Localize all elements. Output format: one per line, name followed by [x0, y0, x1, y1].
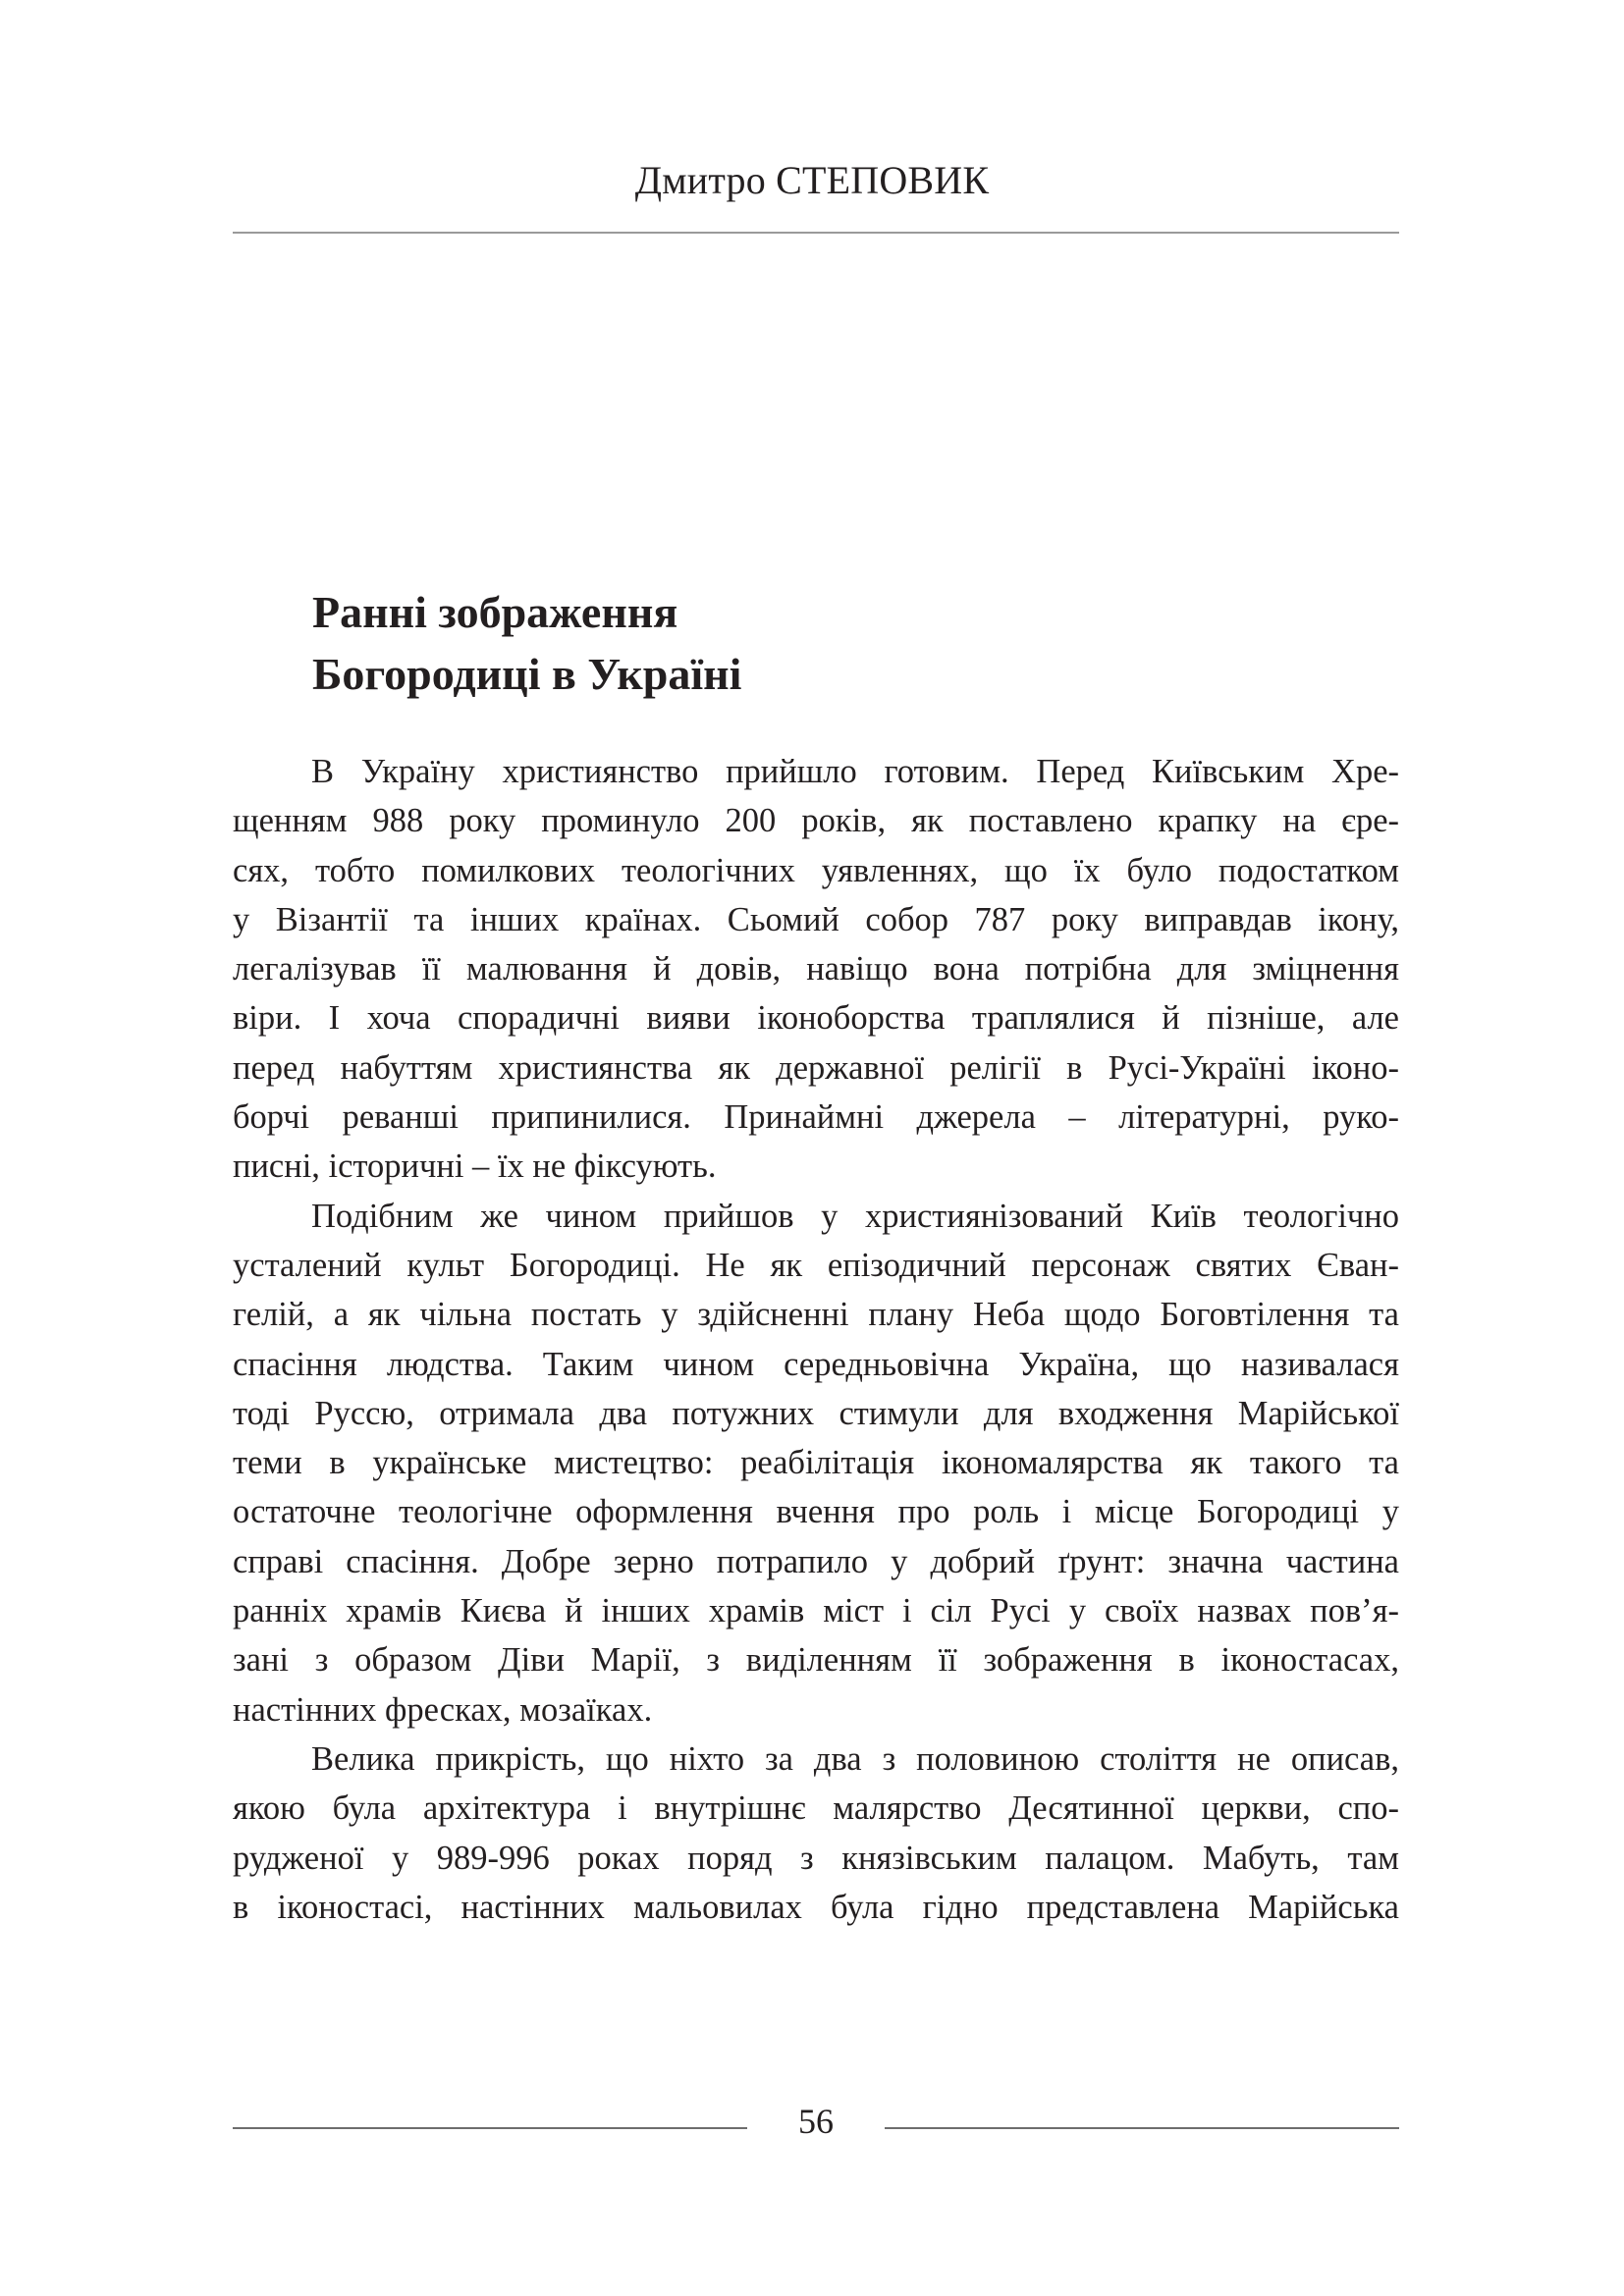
text-line: тоді Руссю, отримала два потужних стимули для входження Марійської	[233, 1394, 1399, 1432]
text-line: якою була архітектура і внутрішнє малярство Десятинної церкви, спо-	[233, 1789, 1399, 1828]
footer-rule-right	[885, 2127, 1399, 2129]
running-head-author: Дмитро СТЕПОВИК	[634, 158, 990, 202]
text-line: справі спасіння. Добре зерно потрапило у добрий ґрунт: значна частина	[233, 1542, 1399, 1580]
paragraph	[233, 747, 1399, 1192]
header-rule	[233, 232, 1399, 234]
text-line: віри. І хоча спорадичні вияви іконоборства траплялися й пізніше, але	[233, 999, 1399, 1038]
text-line: усталений культ Богородиці. Не як епізодичний персонаж святих Єван-	[233, 1246, 1399, 1284]
paragraph	[233, 1192, 1399, 1735]
text-line: рудженої у 989-996 роках поряд з князівським палацом. Мабуть, там	[233, 1839, 1399, 1877]
text-line: Велика прикрість, що ніхто за два з половиною століття не описав,	[311, 1739, 1399, 1778]
text-line: щенням 988 року проминуло 200 років, як поставлено крапку на єре-	[233, 802, 1399, 840]
text-line: настінних фресках, мозаїках.	[233, 1690, 653, 1729]
paragraph	[233, 1735, 1399, 1932]
text-line: остаточне теологічне оформлення вчення про роль і місце Богородиці у	[233, 1493, 1399, 1531]
body-text	[233, 747, 1399, 1932]
text-line: теми в українське мистецтво: реабілітація ікономалярства як такого та	[233, 1444, 1399, 1482]
text-line: спасіння людства. Таким чином середньовічна Україна, що називалася	[233, 1345, 1399, 1383]
text-line: гелій, а як чільна постать у здійсненні плану Неба щодо Боговтілення та	[233, 1296, 1399, 1334]
text-line: в іконостасі, настінних мальовилах була гідно представлена Марійська	[233, 1888, 1399, 1926]
page-number: 56	[798, 2102, 834, 2141]
text-line: ранніх храмів Києва й інших храмів міст і сіл Русі у своїх назвах пов’я-	[233, 1592, 1399, 1630]
chapter-title-line: Богородиці в Україні	[312, 649, 742, 699]
text-line: борчі реванші припинилися. Принаймні джерела – літературні, руко-	[233, 1098, 1399, 1137]
chapter-title-line: Ранні зображення	[312, 587, 678, 637]
text-line: легалізував її малювання й довів, навіщо вона потрібна для зміцнення	[233, 950, 1399, 988]
text-line: сях, тобто помилкових теологічних уявленнях, що їх було подостатком	[233, 851, 1399, 889]
text-line: писні, історичні – їх не фіксують.	[233, 1148, 717, 1186]
text-line: В Україну християнство прийшло готовим. Перед Київським Хре-	[311, 753, 1399, 790]
text-line: у Візантії та інших країнах. Сьомий собор 787 року виправдав ікону,	[233, 900, 1399, 938]
page-footer	[233, 2101, 1399, 2160]
footer-rule-left	[233, 2127, 747, 2129]
text-line: зані з образом Діви Марії, з виділенням її зображення в іконостасах,	[233, 1641, 1399, 1680]
text-line: Подібним же чином прийшов у християнізований Київ теологічно	[311, 1197, 1399, 1235]
chapter-title	[312, 581, 1294, 705]
text-line: перед набуттям християнства як державної релігії в Русі-Україні іконо-	[233, 1048, 1399, 1087]
